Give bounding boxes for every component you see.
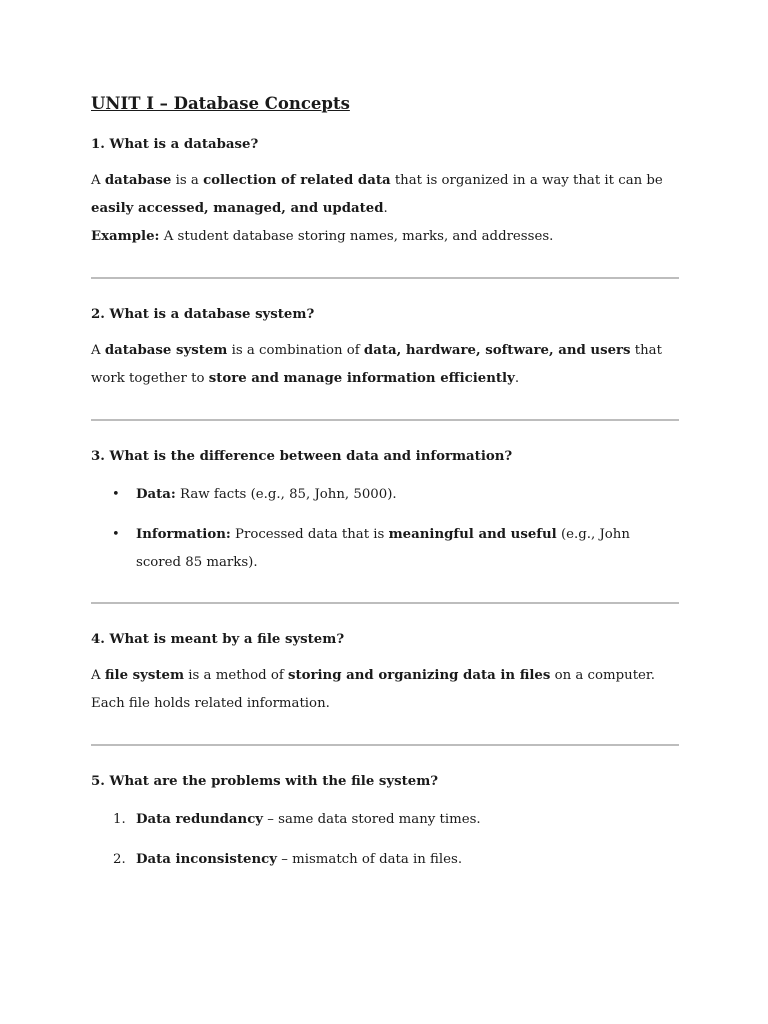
question-1: 1. What is a database? <box>91 137 259 152</box>
bullet-marker: • <box>112 527 120 542</box>
question-4: 4. What is meant by a file system? <box>91 632 345 647</box>
section-4 <box>91 630 679 718</box>
section-2 <box>91 305 679 393</box>
number-marker: 1. <box>113 812 126 827</box>
section-5 <box>91 772 679 874</box>
list-item: 2. Data inconsistency – mismatch of data in files. <box>91 846 679 874</box>
answer-2-paragraph: A database system is a combination of data, hardware, software, and users that work together to store and manage information efficiently. <box>91 343 662 386</box>
section-divider <box>91 602 679 604</box>
numbered-list <box>91 806 679 874</box>
list-item: • Information: Processed data that is meaningful and useful (e.g., John scored 85 marks). <box>91 521 679 577</box>
answer-4-paragraph: A file system is a method of storing and organizing data in files on a computer. <box>91 668 656 683</box>
question-2: 2. What is a database system? <box>91 307 315 322</box>
list-item: 1. Data redundancy – same data stored many times. <box>91 806 679 834</box>
answer-1-example: Example: A student database storing names, marks, and addresses. <box>91 229 554 244</box>
section-3 <box>91 447 679 577</box>
answer-4-note: Each file holds related information. <box>91 696 330 711</box>
section-divider <box>91 744 679 746</box>
section-divider <box>91 419 679 421</box>
bullet-list <box>91 481 679 577</box>
section-1 <box>91 135 679 251</box>
bullet-marker: • <box>112 487 120 502</box>
section-divider <box>91 277 679 279</box>
document-content <box>91 92 679 874</box>
list-item: • Data: Raw facts (e.g., 85, John, 5000). <box>91 481 679 509</box>
question-3: 3. What is the difference between data and information? <box>91 449 513 464</box>
question-5: 5. What are the problems with the file system? <box>91 774 439 789</box>
answer-1-paragraph: A database is a collection of related data that is organized in a way that it can be easily accessed, managed, and updated. <box>91 173 663 216</box>
number-marker: 2. <box>113 852 126 867</box>
page-title: UNIT I – Database Concepts <box>91 94 350 113</box>
